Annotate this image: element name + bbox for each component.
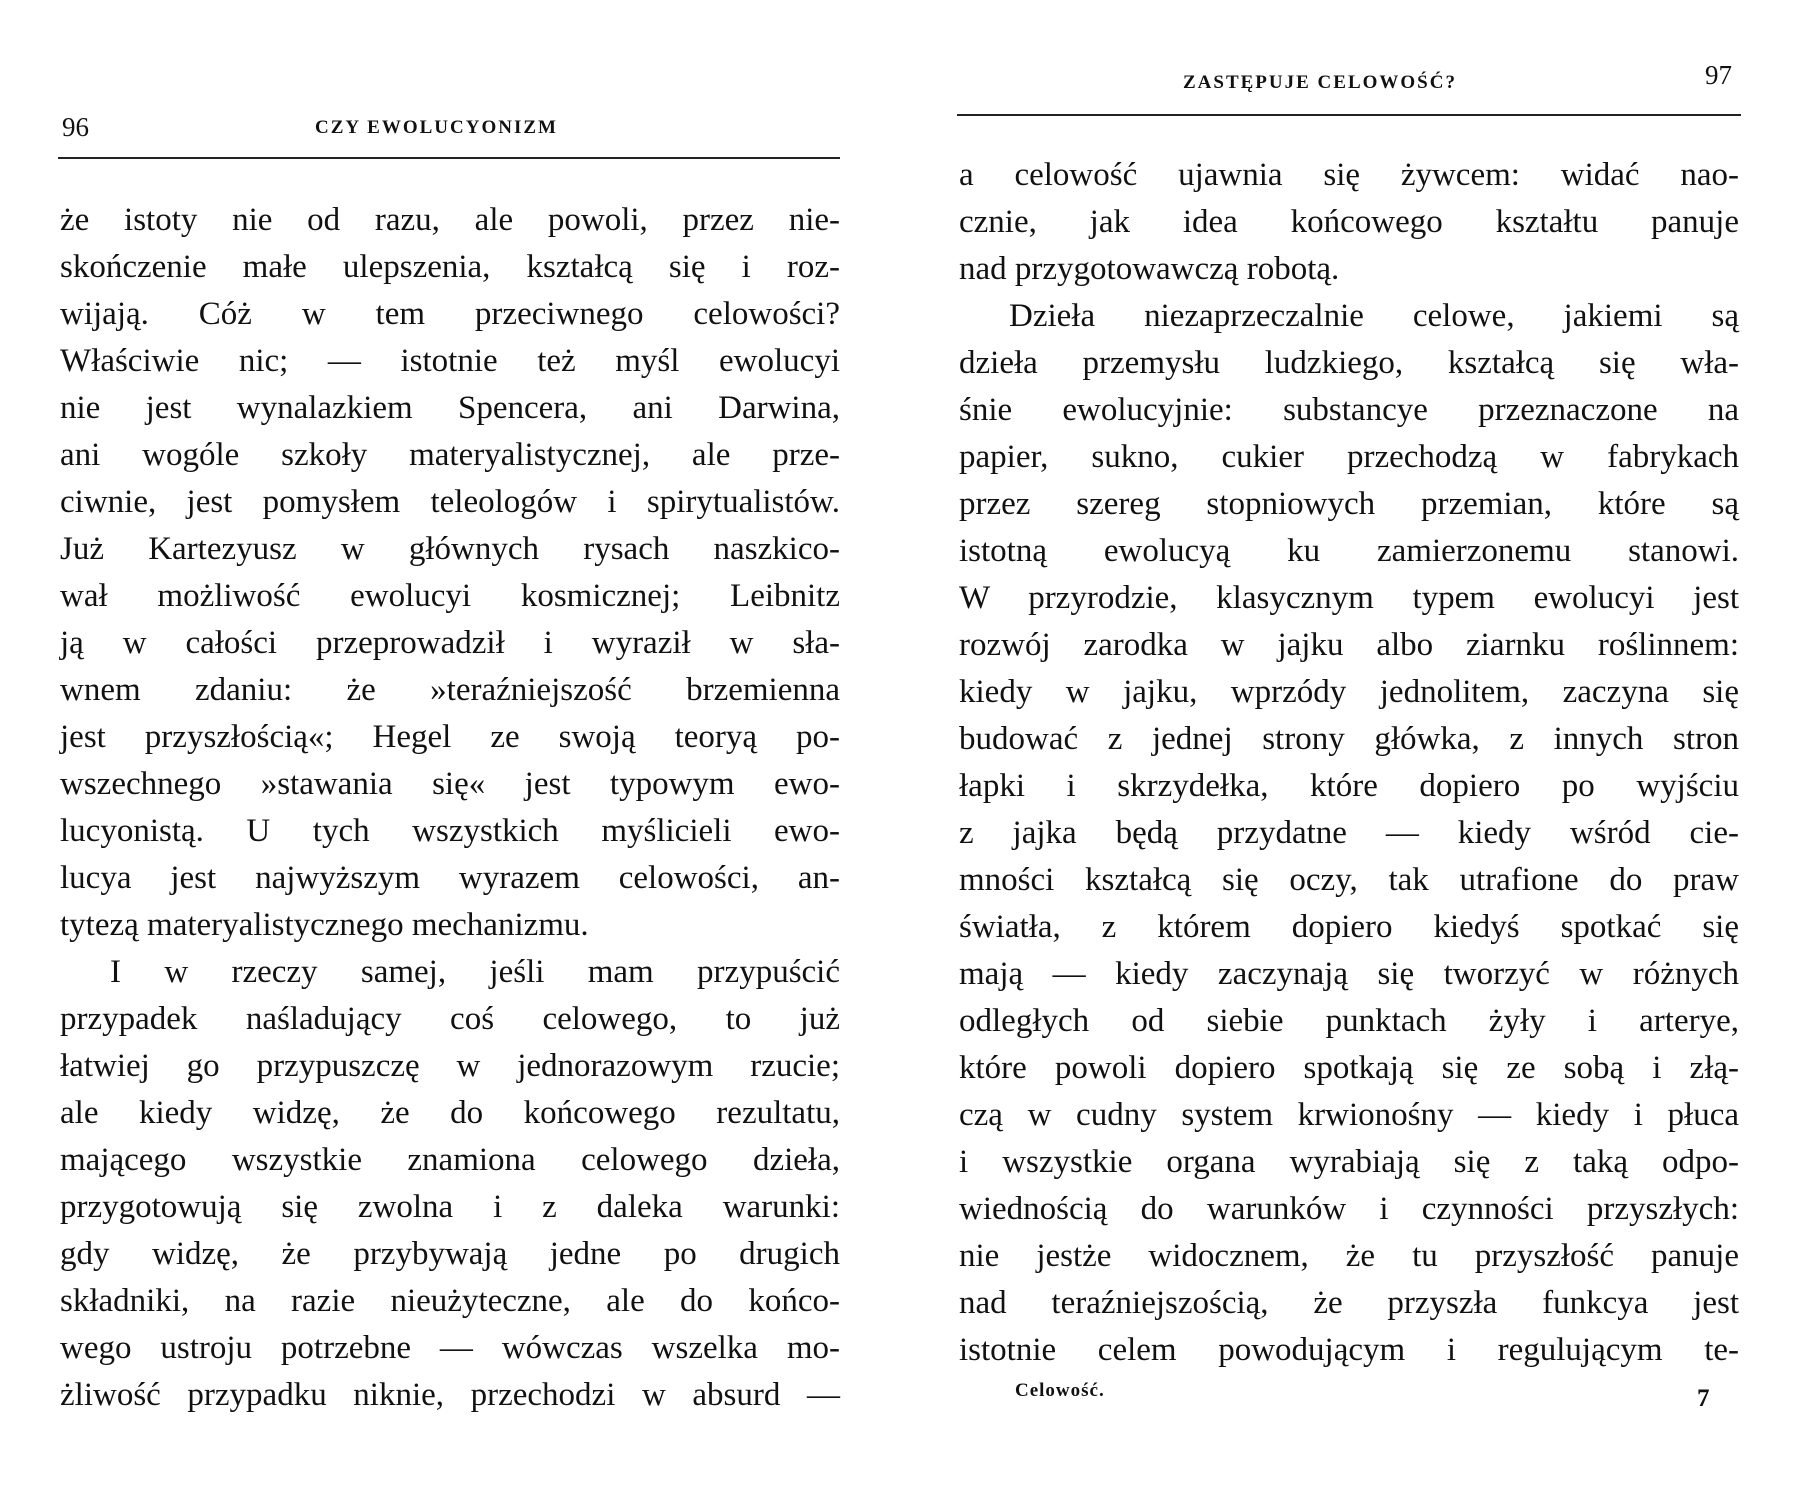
- text-line: światła, z którem dopiero kiedyś spotkać się: [959, 909, 1739, 945]
- running-head: ZASTĘPUJE CELOWOŚĆ?: [1183, 72, 1457, 93]
- text-line: istotnie celem powodującym i regulującym te-: [959, 1332, 1739, 1368]
- body-text: [60, 197, 840, 1437]
- text-line: przygotowują się zwolna i z daleka warunki:: [60, 1189, 840, 1225]
- text-line: lucya jest najwyższym wyrazem celowości, an-: [60, 860, 840, 896]
- text-line: Właściwie nic; — istotnie też myśl ewolucyi: [60, 343, 840, 379]
- text-line: które powoli dopiero spotkają się ze sobą i złą-: [959, 1050, 1739, 1086]
- text-line: żliwość przypadku niknie, przechodzi w absurd —: [60, 1377, 840, 1413]
- page-number: 97: [1705, 60, 1732, 90]
- text-line: wał możliwość ewolucyi kosmicznej; Leibnitz: [60, 578, 840, 614]
- text-line: cznie, jak idea końcowego kształtu panuje: [959, 204, 1739, 240]
- text-line: ani wogóle szkoły materyalistycznej, ale prze-: [60, 437, 840, 473]
- text-line: łatwiej go przypuszczę w jednorazowym rzucie;: [60, 1048, 840, 1084]
- text-line: wego ustroju potrzebne — wówczas wszelka mo-: [60, 1330, 840, 1366]
- text-line: ale kiedy widzę, że do końcowego rezultatu,: [60, 1095, 840, 1131]
- text-line: nie jest wynalazkiem Spencera, ani Darwina,: [60, 390, 840, 426]
- text-line: składniki, na razie nieużyteczne, ale do końco-: [60, 1283, 840, 1319]
- text-line: istotną ewolucyą ku zamierzonemu stanowi.: [959, 533, 1739, 569]
- text-line: I w rzeczy samej, jeśli mam przypuścić: [110, 954, 840, 990]
- text-line: ją w całości przeprowadził i wyraził w sła-: [60, 625, 840, 661]
- text-line: Dzieła niezaprzeczalnie celowe, jakiemi są: [1009, 298, 1739, 334]
- page-number: 96: [62, 112, 89, 142]
- text-line: nie jestże widocznem, że tu przyszłość panuje: [959, 1238, 1739, 1274]
- text-line: kiedy w jajku, wprzódy jednolitem, zaczyna się: [959, 674, 1739, 710]
- text-line: wijają. Cóż w tem przeciwnego celowości?: [60, 296, 840, 332]
- text-line: czą w cudny system krwionośny — kiedy i płuca: [959, 1097, 1739, 1133]
- header-rule: [957, 114, 1741, 116]
- text-line: i wszystkie organa wyrabiają się z taką odpo-: [959, 1144, 1739, 1180]
- header-rule: [58, 157, 840, 159]
- text-line: W przyrodzie, klasycznym typem ewolucyi jest: [959, 580, 1739, 616]
- text-line: mającego wszystkie znamiona celowego dzieła,: [60, 1142, 840, 1178]
- text-line: gdy widzę, że przybywają jedne po drugich: [60, 1236, 840, 1272]
- text-line: Już Kartezyusz w głównych rysach naszkico-: [60, 531, 840, 567]
- text-line: budować z jednej strony główka, z innych stron: [959, 721, 1739, 757]
- text-line: łapki i skrzydełka, które dopiero po wyjściu: [959, 768, 1739, 804]
- text-line: odległych od siebie punktach żyły i arterye,: [959, 1003, 1739, 1039]
- text-line: wiednością do warunków i czynności przyszłych:: [959, 1191, 1739, 1227]
- text-line: śnie ewolucyjnie: substancye przeznaczone na: [959, 392, 1739, 428]
- body-text: [959, 152, 1739, 1392]
- text-line: wszechnego »stawania się« jest typowym ewo-: [60, 766, 840, 802]
- text-line: a celowość ujawnia się żywcem: widać nao-: [959, 157, 1739, 193]
- text-line: tytezą materyalistycznego mechanizmu.: [60, 907, 589, 943]
- text-line: nad przygotowawczą robotą.: [959, 251, 1340, 287]
- text-line: papier, sukno, cukier przechodzą w fabrykach: [959, 439, 1739, 475]
- text-line: dzieła przemysłu ludzkiego, kształcą się wła-: [959, 345, 1739, 381]
- text-line: że istoty nie od razu, ale powoli, przez nie-: [60, 202, 840, 238]
- text-line: lucyonistą. U tych wszystkich myślicieli ewo-: [60, 813, 840, 849]
- text-line: wnem zdaniu: że »teraźniejszość brzemienna: [60, 672, 840, 708]
- right-page: [897, 0, 1794, 1500]
- footer-signature: Celowość.: [1015, 1380, 1105, 1401]
- text-line: przez szereg stopniowych przemian, które są: [959, 486, 1739, 522]
- text-line: z jajka będą przydatne — kiedy wśród cie-: [959, 815, 1739, 851]
- running-head: CZY EWOLUCYONIZM: [315, 117, 558, 138]
- text-line: rozwój zarodka w jajku albo ziarnku roślinnem:: [959, 627, 1739, 663]
- text-line: mności kształcą się oczy, tak utrafione do praw: [959, 862, 1739, 898]
- text-line: jest przyszłością«; Hegel ze swoją teoryą po-: [60, 719, 840, 755]
- text-line: nad teraźniejszością, że przyszła funkcya jest: [959, 1285, 1739, 1321]
- sheet-number: 7: [1697, 1385, 1710, 1412]
- text-line: ciwnie, jest pomysłem teleologów i spirytualistów.: [60, 484, 840, 520]
- text-line: przypadek naśladujący coś celowego, to już: [60, 1001, 840, 1037]
- text-line: mają — kiedy zaczynają się tworzyć w różnych: [959, 956, 1739, 992]
- text-line: skończenie małe ulepszenia, kształcą się i roz-: [60, 249, 840, 285]
